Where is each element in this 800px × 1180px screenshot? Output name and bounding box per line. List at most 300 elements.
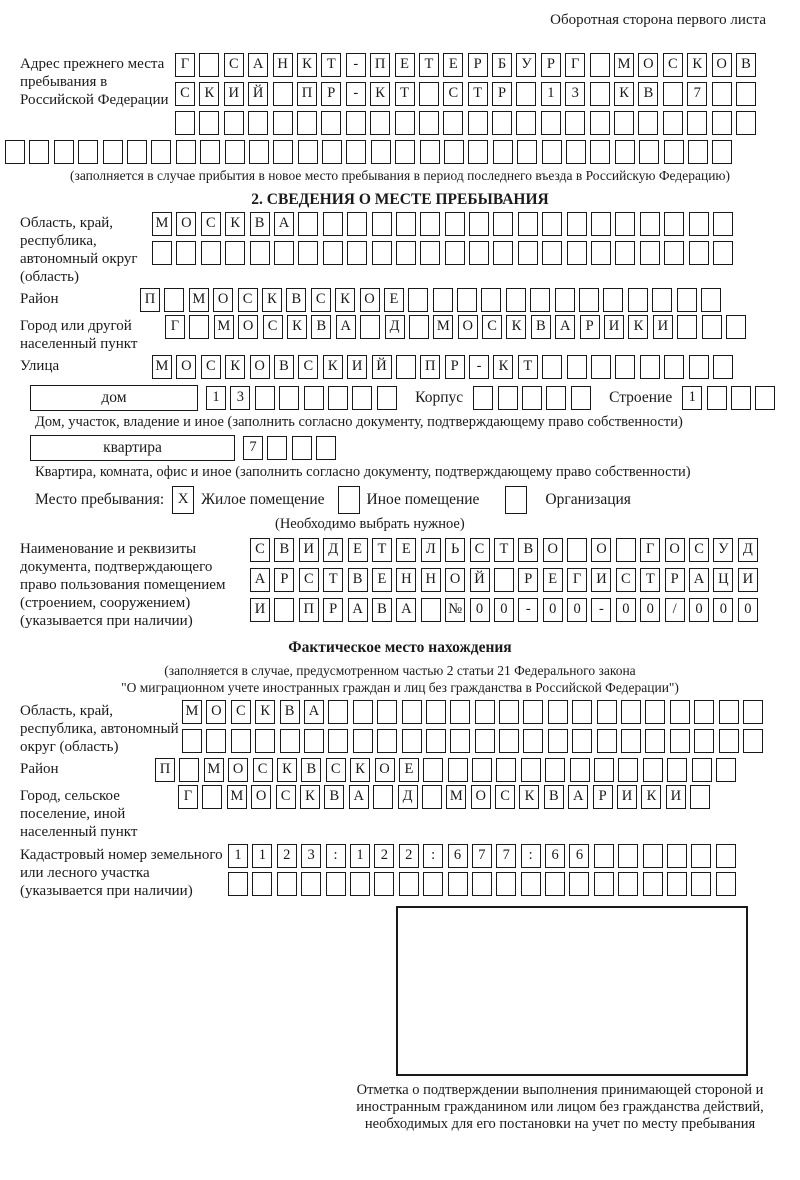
char-box[interactable]: А [274, 212, 294, 236]
char-box[interactable]: Т [323, 568, 343, 592]
char-box[interactable] [645, 700, 665, 724]
char-box[interactable] [298, 212, 318, 236]
char-box[interactable] [273, 140, 293, 164]
char-box[interactable] [228, 872, 248, 896]
char-box[interactable] [468, 111, 488, 135]
char-box[interactable] [518, 241, 538, 265]
char-box[interactable] [694, 700, 714, 724]
char-box[interactable]: 1 [228, 844, 248, 868]
char-box[interactable]: Р [518, 568, 538, 592]
char-box[interactable]: М [227, 785, 247, 809]
char-box[interactable] [615, 355, 635, 379]
char-box[interactable]: Р [580, 315, 600, 339]
char-box[interactable]: Р [468, 53, 488, 77]
char-box[interactable] [469, 212, 489, 236]
char-box[interactable]: С [470, 538, 490, 562]
char-box[interactable]: С [238, 288, 258, 312]
char-box[interactable]: В [518, 538, 538, 562]
char-box[interactable] [736, 111, 756, 135]
char-box[interactable]: А [248, 53, 268, 77]
char-box[interactable]: М [614, 53, 634, 77]
char-box[interactable] [127, 140, 147, 164]
char-box[interactable] [422, 785, 442, 809]
char-box[interactable]: 0 [616, 598, 636, 622]
char-box[interactable]: В [372, 598, 392, 622]
char-box[interactable] [713, 241, 733, 265]
char-box[interactable] [570, 758, 590, 782]
char-box[interactable]: М [214, 315, 234, 339]
char-box[interactable]: С [253, 758, 273, 782]
char-box[interactable]: В [638, 82, 658, 106]
char-box[interactable]: Р [593, 785, 613, 809]
char-box[interactable] [176, 140, 196, 164]
char-box[interactable]: Е [396, 538, 416, 562]
char-box[interactable] [567, 212, 587, 236]
char-box[interactable] [472, 872, 492, 896]
char-box[interactable] [360, 315, 380, 339]
char-box[interactable] [716, 844, 736, 868]
char-box[interactable]: О [360, 288, 380, 312]
char-box[interactable]: Т [468, 82, 488, 106]
char-box[interactable]: И [347, 355, 367, 379]
char-box[interactable] [450, 729, 470, 753]
char-box[interactable]: 3 [565, 82, 585, 106]
char-box[interactable]: М [152, 355, 172, 379]
char-box[interactable]: В [324, 785, 344, 809]
char-box[interactable] [408, 288, 428, 312]
char-box[interactable] [273, 111, 293, 135]
char-box[interactable] [530, 288, 550, 312]
char-box[interactable] [716, 758, 736, 782]
char-box[interactable]: А [304, 700, 324, 724]
char-box[interactable]: / [665, 598, 685, 622]
char-box[interactable]: К [225, 355, 245, 379]
char-box[interactable] [664, 212, 684, 236]
char-box[interactable]: № [445, 598, 465, 622]
char-box[interactable]: С [298, 355, 318, 379]
char-box[interactable]: 1 [682, 386, 702, 410]
char-box[interactable]: 0 [640, 598, 660, 622]
char-box[interactable] [273, 82, 293, 106]
char-box[interactable] [719, 700, 739, 724]
char-box[interactable]: К [277, 758, 297, 782]
char-box[interactable] [445, 212, 465, 236]
char-box[interactable] [628, 288, 648, 312]
char-box[interactable]: 2 [399, 844, 419, 868]
char-box[interactable] [420, 212, 440, 236]
char-box[interactable] [692, 758, 712, 782]
char-box[interactable] [640, 212, 660, 236]
char-box[interactable]: Н [396, 568, 416, 592]
char-box[interactable] [231, 729, 251, 753]
char-box[interactable]: К [614, 82, 634, 106]
char-box[interactable] [419, 111, 439, 135]
char-box[interactable] [353, 700, 373, 724]
char-box[interactable] [421, 598, 441, 622]
char-box[interactable] [615, 140, 635, 164]
char-box[interactable] [643, 758, 663, 782]
char-box[interactable] [712, 82, 732, 106]
char-box[interactable] [643, 844, 663, 868]
char-box[interactable] [541, 111, 561, 135]
char-box[interactable]: Р [323, 598, 343, 622]
char-box[interactable] [409, 315, 429, 339]
char-box[interactable] [395, 140, 415, 164]
stamp-area[interactable] [396, 906, 748, 1076]
char-box[interactable] [691, 844, 711, 868]
char-box[interactable]: : [521, 844, 541, 868]
char-box[interactable]: О [712, 53, 732, 77]
char-box[interactable] [523, 729, 543, 753]
char-box[interactable]: Р [665, 568, 685, 592]
char-box[interactable] [591, 212, 611, 236]
char-box[interactable]: В [280, 700, 300, 724]
dom-box[interactable]: дом [30, 385, 198, 411]
char-box[interactable] [274, 598, 294, 622]
char-box[interactable]: Е [384, 288, 404, 312]
char-box[interactable] [323, 212, 343, 236]
kvartira-box[interactable]: квартира [30, 435, 235, 461]
char-box[interactable] [645, 729, 665, 753]
char-box[interactable]: Т [321, 53, 341, 77]
char-box[interactable]: 6 [569, 844, 589, 868]
char-box[interactable]: 7 [496, 844, 516, 868]
char-box[interactable] [664, 140, 684, 164]
char-box[interactable]: С [482, 315, 502, 339]
char-box[interactable]: К [297, 53, 317, 77]
char-box[interactable]: А [250, 568, 270, 592]
char-box[interactable]: О [591, 538, 611, 562]
char-box[interactable] [590, 53, 610, 77]
char-box[interactable]: Й [248, 82, 268, 106]
char-box[interactable] [267, 436, 287, 460]
char-box[interactable] [614, 111, 634, 135]
char-box[interactable]: К [687, 53, 707, 77]
char-box[interactable] [677, 288, 697, 312]
char-box[interactable] [670, 700, 690, 724]
char-box[interactable] [548, 729, 568, 753]
char-box[interactable] [316, 436, 336, 460]
char-box[interactable] [542, 241, 562, 265]
char-box[interactable] [640, 355, 660, 379]
char-box[interactable] [567, 241, 587, 265]
char-box[interactable]: К [262, 288, 282, 312]
char-box[interactable] [326, 872, 346, 896]
char-box[interactable] [545, 758, 565, 782]
char-box[interactable]: 6 [448, 844, 468, 868]
char-box[interactable] [594, 872, 614, 896]
char-box[interactable]: Г [165, 315, 185, 339]
char-box[interactable] [694, 729, 714, 753]
char-box[interactable] [328, 729, 348, 753]
char-box[interactable]: О [543, 538, 563, 562]
char-box[interactable]: Й [470, 568, 490, 592]
char-box[interactable] [206, 729, 226, 753]
char-box[interactable] [78, 140, 98, 164]
char-box[interactable] [175, 111, 195, 135]
char-box[interactable]: : [423, 844, 443, 868]
char-box[interactable]: С [443, 82, 463, 106]
char-box[interactable] [548, 700, 568, 724]
char-box[interactable] [481, 288, 501, 312]
char-box[interactable] [292, 436, 312, 460]
char-box[interactable]: Е [443, 53, 463, 77]
char-box[interactable]: П [420, 355, 440, 379]
char-box[interactable] [643, 872, 663, 896]
char-box[interactable] [571, 386, 591, 410]
char-box[interactable]: Т [372, 538, 392, 562]
char-box[interactable] [572, 700, 592, 724]
char-box[interactable]: О [375, 758, 395, 782]
char-box[interactable]: К [287, 315, 307, 339]
char-box[interactable] [297, 111, 317, 135]
char-box[interactable]: М [189, 288, 209, 312]
char-box[interactable]: С [175, 82, 195, 106]
char-box[interactable] [640, 241, 660, 265]
char-box[interactable] [663, 111, 683, 135]
char-box[interactable]: Т [494, 538, 514, 562]
char-box[interactable] [618, 872, 638, 896]
char-box[interactable] [426, 700, 446, 724]
char-box[interactable] [506, 288, 526, 312]
char-box[interactable]: М [152, 212, 172, 236]
char-box[interactable] [712, 140, 732, 164]
char-box[interactable] [521, 758, 541, 782]
char-box[interactable]: А [396, 598, 416, 622]
char-box[interactable]: 0 [494, 598, 514, 622]
char-box[interactable] [402, 729, 422, 753]
char-box[interactable]: О [228, 758, 248, 782]
char-box[interactable]: К [335, 288, 355, 312]
char-box[interactable] [667, 872, 687, 896]
char-box[interactable] [448, 758, 468, 782]
char-box[interactable]: Е [399, 758, 419, 782]
char-box[interactable]: С [201, 212, 221, 236]
checkbox-zhiloe[interactable]: X [172, 486, 194, 514]
char-box[interactable]: К [300, 785, 320, 809]
char-box[interactable] [377, 729, 397, 753]
char-box[interactable]: Ц [713, 568, 733, 592]
char-box[interactable]: С [201, 355, 221, 379]
char-box[interactable]: Л [421, 538, 441, 562]
char-box[interactable] [450, 700, 470, 724]
char-box[interactable]: К [493, 355, 513, 379]
char-box[interactable]: К [506, 315, 526, 339]
char-box[interactable] [689, 241, 709, 265]
char-box[interactable] [54, 140, 74, 164]
char-box[interactable]: 1 [252, 844, 272, 868]
char-box[interactable]: Й [372, 355, 392, 379]
char-box[interactable] [396, 212, 416, 236]
char-box[interactable]: К [519, 785, 539, 809]
char-box[interactable] [225, 140, 245, 164]
char-box[interactable] [618, 844, 638, 868]
char-box[interactable]: Г [175, 53, 195, 77]
char-box[interactable]: У [516, 53, 536, 77]
char-box[interactable]: 1 [350, 844, 370, 868]
char-box[interactable]: Г [178, 785, 198, 809]
char-box[interactable]: А [349, 785, 369, 809]
char-box[interactable] [663, 82, 683, 106]
char-box[interactable] [713, 212, 733, 236]
char-box[interactable] [199, 53, 219, 77]
char-box[interactable] [29, 140, 49, 164]
char-box[interactable]: 0 [713, 598, 733, 622]
char-box[interactable] [545, 872, 565, 896]
char-box[interactable] [594, 844, 614, 868]
char-box[interactable] [346, 140, 366, 164]
char-box[interactable] [496, 758, 516, 782]
char-box[interactable] [280, 729, 300, 753]
char-box[interactable] [755, 386, 775, 410]
char-box[interactable] [396, 241, 416, 265]
char-box[interactable] [248, 111, 268, 135]
char-box[interactable] [420, 140, 440, 164]
char-box[interactable]: С [311, 288, 331, 312]
char-box[interactable] [494, 568, 514, 592]
char-box[interactable]: Ь [445, 538, 465, 562]
char-box[interactable] [274, 241, 294, 265]
char-box[interactable]: Д [385, 315, 405, 339]
char-box[interactable]: С [326, 758, 346, 782]
char-box[interactable]: К [370, 82, 390, 106]
char-box[interactable] [419, 82, 439, 106]
char-box[interactable] [377, 700, 397, 724]
char-box[interactable] [179, 758, 199, 782]
char-box[interactable]: Т [640, 568, 660, 592]
char-box[interactable] [492, 111, 512, 135]
char-box[interactable]: О [445, 568, 465, 592]
char-box[interactable] [667, 758, 687, 782]
char-box[interactable]: Д [323, 538, 343, 562]
char-box[interactable]: Г [640, 538, 660, 562]
char-box[interactable] [473, 386, 493, 410]
char-box[interactable]: 1 [206, 386, 226, 410]
char-box[interactable] [555, 288, 575, 312]
char-box[interactable]: М [446, 785, 466, 809]
char-box[interactable] [372, 212, 392, 236]
char-box[interactable] [652, 288, 672, 312]
char-box[interactable]: В [286, 288, 306, 312]
char-box[interactable]: С [276, 785, 296, 809]
char-box[interactable]: С [663, 53, 683, 77]
char-box[interactable]: - [469, 355, 489, 379]
char-box[interactable]: В [544, 785, 564, 809]
char-box[interactable] [523, 700, 543, 724]
char-box[interactable] [499, 700, 519, 724]
char-box[interactable]: Т [518, 355, 538, 379]
char-box[interactable]: М [182, 700, 202, 724]
char-box[interactable] [597, 700, 617, 724]
char-box[interactable] [496, 872, 516, 896]
char-box[interactable] [399, 872, 419, 896]
char-box[interactable] [597, 729, 617, 753]
char-box[interactable] [304, 729, 324, 753]
char-box[interactable] [687, 111, 707, 135]
char-box[interactable] [542, 212, 562, 236]
char-box[interactable]: - [518, 598, 538, 622]
checkbox-inoe[interactable] [338, 486, 360, 514]
char-box[interactable] [569, 872, 589, 896]
char-box[interactable]: И [224, 82, 244, 106]
char-box[interactable]: К [323, 355, 343, 379]
char-box[interactable]: 0 [689, 598, 709, 622]
char-box[interactable]: Р [274, 568, 294, 592]
char-box[interactable] [346, 111, 366, 135]
char-box[interactable] [350, 872, 370, 896]
char-box[interactable]: 7 [243, 436, 263, 460]
char-box[interactable]: С [495, 785, 515, 809]
char-box[interactable] [176, 241, 196, 265]
char-box[interactable] [445, 241, 465, 265]
char-box[interactable]: И [299, 538, 319, 562]
char-box[interactable]: - [346, 82, 366, 106]
char-box[interactable] [423, 758, 443, 782]
char-box[interactable] [301, 872, 321, 896]
char-box[interactable]: Р [492, 82, 512, 106]
char-box[interactable]: С [616, 568, 636, 592]
char-box[interactable] [567, 355, 587, 379]
char-box[interactable]: В [311, 315, 331, 339]
char-box[interactable]: И [617, 785, 637, 809]
char-box[interactable] [255, 386, 275, 410]
char-box[interactable] [542, 140, 562, 164]
char-box[interactable] [689, 355, 709, 379]
char-box[interactable]: О [471, 785, 491, 809]
char-box[interactable]: 0 [738, 598, 758, 622]
char-box[interactable] [615, 212, 635, 236]
char-box[interactable]: А [348, 598, 368, 622]
char-box[interactable] [377, 386, 397, 410]
char-box[interactable]: П [370, 53, 390, 77]
char-box[interactable] [202, 785, 222, 809]
char-box[interactable] [664, 241, 684, 265]
char-box[interactable]: В [274, 538, 294, 562]
char-box[interactable]: С [224, 53, 244, 77]
char-box[interactable] [164, 288, 184, 312]
char-box[interactable]: Д [398, 785, 418, 809]
char-box[interactable]: Е [372, 568, 392, 592]
char-box[interactable] [347, 241, 367, 265]
char-box[interactable] [743, 729, 763, 753]
char-box[interactable] [567, 538, 587, 562]
char-box[interactable]: Е [543, 568, 563, 592]
char-box[interactable]: О [238, 315, 258, 339]
char-box[interactable] [151, 140, 171, 164]
char-box[interactable] [579, 288, 599, 312]
char-box[interactable] [201, 241, 221, 265]
char-box[interactable] [518, 212, 538, 236]
char-box[interactable] [517, 140, 537, 164]
char-box[interactable]: В [348, 568, 368, 592]
char-box[interactable]: Т [419, 53, 439, 77]
char-box[interactable]: О [458, 315, 478, 339]
char-box[interactable] [493, 241, 513, 265]
char-box[interactable]: О [638, 53, 658, 77]
char-box[interactable] [199, 111, 219, 135]
char-box[interactable] [352, 386, 372, 410]
char-box[interactable] [298, 241, 318, 265]
char-box[interactable]: О [176, 212, 196, 236]
char-box[interactable]: М [433, 315, 453, 339]
char-box[interactable] [493, 212, 513, 236]
char-box[interactable] [566, 140, 586, 164]
char-box[interactable] [572, 729, 592, 753]
char-box[interactable]: В [301, 758, 321, 782]
char-box[interactable]: С [263, 315, 283, 339]
char-box[interactable] [712, 111, 732, 135]
char-box[interactable] [621, 729, 641, 753]
